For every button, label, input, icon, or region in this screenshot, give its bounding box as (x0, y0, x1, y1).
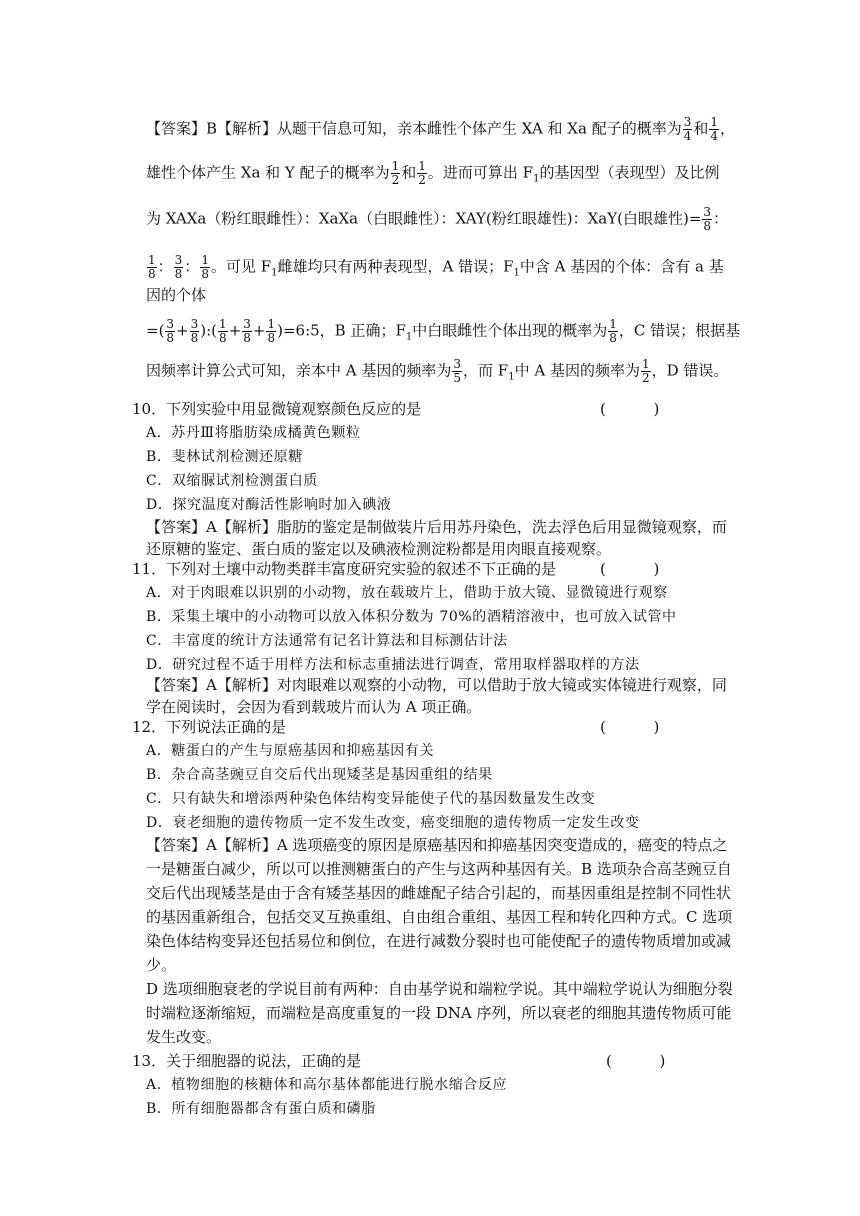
fraction-3-5: $\frac{3}{5}$ (453, 357, 462, 385)
text: 和 (693, 119, 709, 138)
fraction-3-8: $\frac{3}{8}$ (174, 253, 183, 281)
question-11-option-d: D．研究过程不适于用样方法和标志重捕法进行调查，常用取样器取样的方法 (146, 657, 640, 673)
q9-answer-line-2 (146, 160, 719, 191)
fraction-3-8: $\frac{3}{8}$ (243, 317, 251, 345)
text: ，而 F (463, 361, 509, 380)
text: 中 A 基因的频率为 (514, 361, 640, 380)
text: 中含 A 基因的个体：含有 a 基 (519, 257, 724, 276)
q9-answer-line-4 (146, 254, 724, 285)
text: 雄性个体产生 Xa 和 Y 配子的概率为 (146, 163, 390, 182)
text: 。进而可算出 F (427, 163, 534, 182)
text: 【答案】B【解析】从题干信息可知，亲本雌性个体产生 XA 和 Xa 配子的概率为 (146, 119, 682, 138)
question-10-option-d: D．探究温度对酶活性影响时加入碘液 (146, 497, 392, 513)
question-10-stem: 10．下列实验中用显微镜观察颜色反应的是 (132, 400, 422, 418)
q9-answer-line-6 (146, 318, 740, 349)
fraction-3-8: $\frac{3}{8}$ (166, 317, 175, 345)
question-12-answer-line-3: 交后代出现矮茎是由于含有矮茎基因的雌雄配子结合引起的，而基因重组是控制不同性状 (146, 884, 732, 902)
question-12-option-c: C．只有缺失和增添两种染色体结构变异能使子代的基因数量发生改变 (146, 791, 596, 807)
text: 雌雄均只有两种表现型，A 错误；F (277, 257, 514, 276)
text: 。可见 F (210, 257, 272, 276)
question-12-answer-line-7: D 选项细胞衰老的学说目前有两种：自由基学说和端粒学说。其中端粒学说认为细胞分裂 (146, 980, 733, 998)
q9-answer-line-7 (146, 358, 728, 389)
question-12-answer-line-1: 【答案】A【解析】A 选项癌变的原因是原癌基因和抑癌基因突变造成的，癌变的特点之 (146, 836, 728, 854)
text: ):( (200, 321, 218, 340)
text: 的基因型（表现型）及比例 (539, 163, 720, 182)
fraction-3-8: $\frac{3}{8}$ (703, 205, 712, 233)
text: + (176, 321, 189, 340)
question-11-option-b: B．采集土壤中的小动物可以放入体积分数为 70%的酒精溶液中，也可放入试管中 (146, 609, 677, 625)
fraction-1-2: $\frac{1}{2}$ (391, 159, 400, 187)
question-12-stem: 12．下列说法正确的是 (132, 718, 287, 736)
text: + (228, 321, 242, 340)
question-12-option-a: A．糖蛋白的产生与原癌基因和抑癌基因有关 (146, 743, 435, 759)
question-11-answer-line-2: 学在阅读时，会因为看到载玻片而认为 A 项正确。 (146, 698, 482, 716)
text: =( (146, 321, 165, 340)
question-13-stem: 13．关于细胞器的说法，正确的是 (132, 1052, 362, 1070)
question-12-answer-line-6: 少。 (146, 956, 177, 974)
answer-blank: ( ) (600, 400, 660, 418)
question-12-answer-line-5: 染色体结构变异还包括易位和倒位，在进行减数分裂时也可能使配子的遗传物质增加或减 (146, 932, 732, 950)
question-10-option-c: C．双缩脲试剂检测蛋白质 (146, 473, 318, 489)
text: 因频率计算公式可知，亲本中 A 基因的频率为 (146, 361, 452, 380)
question-12-answer-line-2: 一是糖蛋白减少，所以可以推测糖蛋白的产生与这两种基因有关。B 选项杂合高茎豌豆自 (146, 860, 732, 878)
question-12-answer-line-4: 的基因重新组合，包括交叉互换重组、自由组合重组、基因工程和转化四种方式。C 选项 (146, 908, 733, 926)
question-12-answer-line-9: 发生改变。 (146, 1028, 222, 1046)
fraction-1-8: $\frac{1}{8}$ (201, 253, 209, 281)
q9-answer-line-3 (146, 206, 728, 233)
fraction-3-4: $\frac{3}{4}$ (683, 115, 692, 143)
text: ： (713, 209, 729, 228)
q9-answer-line-1 (146, 116, 735, 143)
text: + (252, 321, 266, 340)
text: 和 (401, 163, 417, 182)
question-10-option-b: B．斐林试剂检测还原糖 (146, 449, 303, 465)
q9-answer-line-5 (146, 284, 206, 306)
question-11-stem: 11．下列对土壤中动物类群丰富度研究实验的叙述不下正确的是 (132, 560, 557, 578)
fraction-1-8: $\frac{1}{8}$ (267, 317, 276, 345)
question-13-option-a: A．植物细胞的核糖体和高尔基体都能进行脱水缩合反应 (146, 1077, 508, 1093)
text: ： (184, 257, 200, 276)
question-10-answer-line-1: 【答案】A【解析】脂肪的鉴定是制做装片后用苏丹染色，洗去浮色后用显微镜观察，而 (146, 518, 727, 536)
text: )=6:5，B 正确；F (277, 321, 406, 340)
question-12-option-d: D．衰老细胞的遗传物质一定不发生改变，癌变细胞的遗传物质一定发生改变 (146, 815, 640, 831)
fraction-1-8: $\frac{1}{8}$ (219, 317, 227, 345)
fraction-1-8: $\frac{1}{8}$ (609, 317, 617, 345)
fraction-3-8: $\frac{3}{8}$ (190, 317, 199, 345)
text: ： (157, 257, 173, 276)
fraction-1-4: $\frac{1}{4}$ (710, 115, 718, 143)
subscript: 1 (405, 331, 413, 343)
subscript: 1 (271, 267, 278, 279)
question-10-answer-line-2: 还原糖的鉴定、蛋白质的鉴定以及碘液检测淀粉都是用肉眼直接观察。 (146, 540, 612, 558)
answer-blank: ( ) (606, 1052, 666, 1070)
text: ，C 错误；根据基 (618, 321, 741, 340)
text: ，D 错误。 (651, 361, 729, 380)
question-12-option-b: B．杂合高茎豌豆自交后代出现矮茎是基因重组的结果 (146, 767, 493, 783)
subscript: 1 (513, 267, 520, 279)
text: ， (720, 119, 736, 138)
fraction-1-2: $\frac{1}{2}$ (418, 159, 426, 187)
question-13-option-b: B．所有细胞器都含有蛋白质和磷脂 (146, 1101, 376, 1117)
answer-blank: ( ) (600, 718, 660, 736)
fraction-1-8: $\frac{1}{8}$ (148, 253, 156, 281)
text: 中白眼雌性个体出现的概率为 (412, 321, 608, 340)
subscript: 1 (533, 173, 540, 185)
fraction-1-2: $\frac{1}{2}$ (641, 357, 650, 385)
question-11-answer-line-1: 【答案】A【解析】对肉眼难以观察的小动物，可以借助于放大镜或实体镜进行观察，同 (146, 676, 727, 694)
question-10-option-a: A．苏丹Ⅲ将脂肪染成橘黄色颗粒 (146, 425, 361, 441)
question-11-option-a: A．对于肉眼难以识别的小动物，放在载玻片上，借助于放大镜、显微镜进行观察 (146, 585, 668, 601)
subscript: 1 (508, 371, 515, 383)
text: 为 XAXa（粉红眼雌性）：XaXa（白眼雌性）：XAY(粉红眼雄性)：XaY(白眼雄性)= (146, 209, 702, 228)
question-12-answer-line-8: 时端粒逐渐缩短，而端粒是高度重复的一段 DNA 序列，所以衰老的细胞其遗传物质可能 (146, 1004, 732, 1022)
question-11-option-c: C．丰富度的统计方法通常有记名计算法和目标测估计法 (146, 633, 508, 649)
text: 因的个体 (146, 286, 207, 304)
answer-blank: ( ) (600, 560, 660, 578)
